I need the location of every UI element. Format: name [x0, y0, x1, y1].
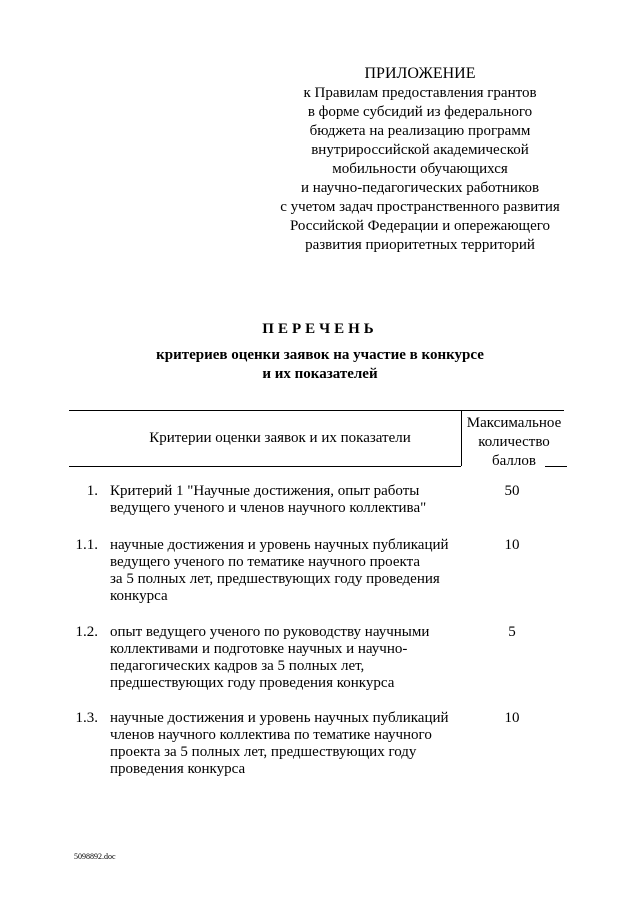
row-text-line: проведения конкурса: [110, 761, 246, 777]
row-score: 10: [504, 537, 520, 553]
row-score: 5: [508, 624, 516, 640]
row-number: 1.: [86, 483, 98, 499]
row-text-line: Критерий 1 "Научные достижения, опыт работы: [110, 483, 420, 499]
subtitle-line-1: критериев оценки заявок на участие в конкурсе: [156, 347, 484, 363]
appendix-line: и научно-педагогических работников: [300, 180, 540, 196]
appendix-line: Российской Федерации и опережающего: [289, 218, 551, 234]
appendix-line: внутрироссийской академической: [311, 142, 529, 158]
header-max-line: Максимальное: [466, 415, 562, 431]
row-number: 1.3.: [75, 710, 98, 726]
row-text: [110, 710, 470, 778]
document-title: ПЕРЕЧЕНЬ: [262, 321, 378, 337]
row-text: [110, 624, 470, 692]
header-max-points: [462, 414, 566, 471]
row-number: 1.1.: [75, 537, 98, 553]
row-number: 1.2.: [75, 624, 98, 640]
header-max-line: количество: [478, 434, 550, 450]
appendix-line: мобильности обучающихся: [332, 161, 508, 177]
row-text-line: предшествующих году проведения конкурса: [110, 675, 395, 691]
row-text-line: ведущего ученого по тематике научного проекта: [110, 554, 421, 570]
appendix-line: бюджета на реализацию программ: [309, 123, 531, 139]
appendix-heading: ПРИЛОЖЕНИЕ: [364, 65, 476, 82]
row-text-line: членов научного коллектива по тематике научного: [110, 727, 432, 743]
row-text-line: коллективами и подготовке научных и научно-: [110, 641, 408, 657]
row-text-line: опыт ведущего ученого по руководству научными: [110, 624, 430, 640]
row-text-line: проекта за 5 полных лет, предшествующих году: [110, 744, 417, 760]
row-text-line: научные достижения и уровень научных публикаций: [110, 537, 449, 553]
row-text: [110, 537, 470, 605]
subtitle-line-2: и их показателей: [262, 366, 378, 382]
appendix-block: [270, 64, 570, 255]
row-text: [110, 483, 470, 517]
table-top-rule: [69, 410, 564, 411]
row-score: 10: [504, 710, 520, 726]
appendix-line: в форме субсидий из федерального: [307, 104, 533, 120]
header-criteria: Критерии оценки заявок и их показатели: [149, 430, 411, 446]
appendix-line: развития приоритетных территорий: [305, 237, 535, 253]
table-header-rule: [69, 466, 461, 467]
row-text-line: конкурса: [110, 588, 168, 604]
row-score: 50: [504, 483, 520, 499]
appendix-line: к Правилам предоставления грантов: [303, 85, 537, 101]
row-text-line: педагогических кадров за 5 полных лет,: [110, 658, 365, 674]
row-text-line: за 5 полных лет, предшествующих году проведения: [110, 571, 440, 587]
row-text-line: научные достижения и уровень научных публикаций: [110, 710, 449, 726]
appendix-line: с учетом задач пространственного развития: [280, 199, 560, 215]
document-subtitle: [0, 346, 640, 384]
row-text-line: ведущего ученого и членов научного коллектива": [110, 500, 427, 516]
header-max-line: баллов: [492, 453, 536, 469]
file-name-footer: 5098892.doc: [74, 852, 116, 861]
